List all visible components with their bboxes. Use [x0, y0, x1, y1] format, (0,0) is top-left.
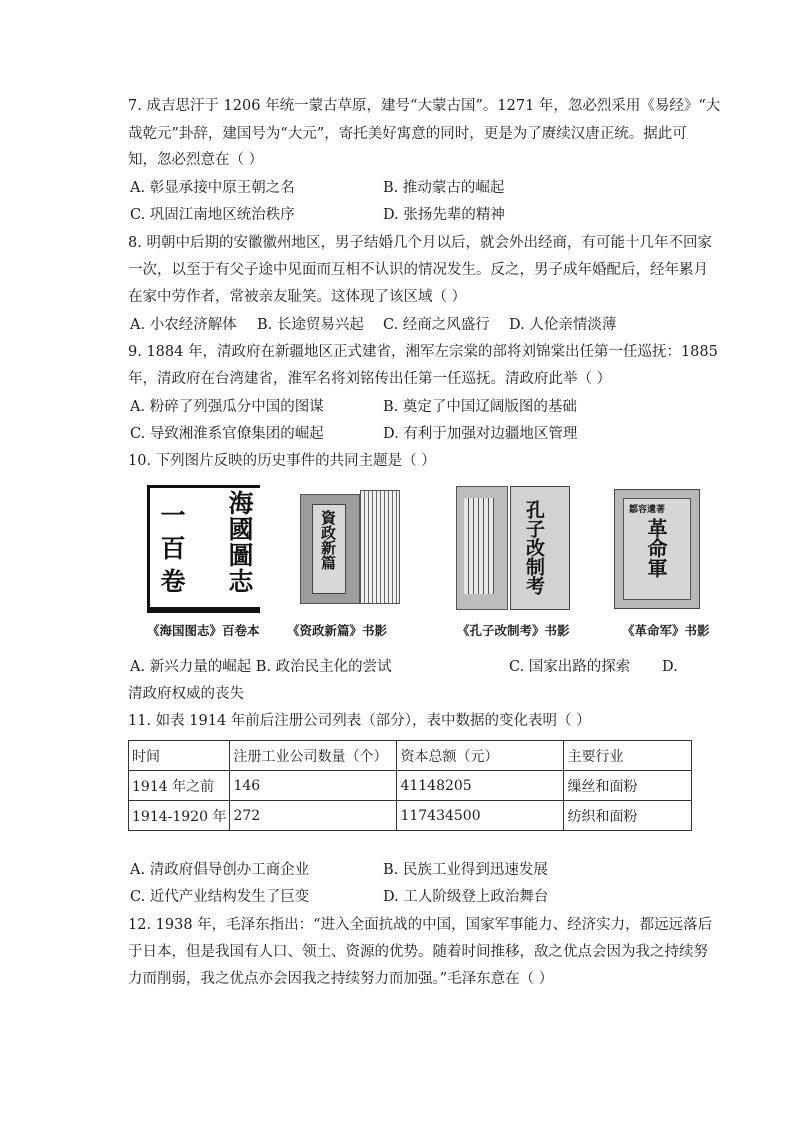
- q10-image-3-title: 孔子改制考: [523, 500, 545, 595]
- q10-caption-3: 《孔子改制考》书影: [457, 623, 570, 638]
- q10-option-d-text[interactable]: 清政府权威的丧失: [128, 686, 244, 702]
- q10-image-4-small: 鄒容遺著: [629, 505, 666, 515]
- table-cell: 纺织和面粉: [564, 801, 692, 831]
- table-cell: 146: [230, 771, 397, 801]
- q11-option-c[interactable]: C. 近代产业结构发生了巨变: [130, 889, 310, 905]
- q10-caption-4: 《革命军》书影: [622, 623, 710, 638]
- q10-image-geming-jun: [614, 489, 700, 609]
- table-header-cell: 时间: [129, 741, 230, 771]
- q8-stem-line-3: 在家中劳作者，常被亲友耻笑。这体现了该区域（ ）: [128, 289, 467, 305]
- table-header-cell: 注册工业公司数量（个）: [230, 741, 397, 771]
- table-header-cell: 资本总额（元）: [397, 741, 564, 771]
- q10-option-c[interactable]: C. 国家出路的探索: [509, 659, 631, 675]
- table-row: [129, 771, 692, 801]
- q11-table: [128, 740, 692, 831]
- q12-stem-line-3: 力而削弱，我之优点亦会因我之持续努力而加强。”毛泽东意在（ ）: [128, 971, 554, 987]
- q10-options-a-b[interactable]: A. 新兴力量的崛起 B. 政治民主化的尝试: [130, 659, 392, 675]
- q10-image-1-title-right: 海國圖志: [225, 490, 254, 594]
- q7-option-c[interactable]: C. 巩固江南地区统治秩序: [130, 207, 295, 223]
- q11-option-b[interactable]: B. 民族工业得到迅速发展: [383, 862, 548, 878]
- q8-stem-line-1: 8. 明朝中后期的安徽徽州地区，男子结婚几个月以后，就会外出经商，有可能十几年不回家: [128, 235, 712, 251]
- q10-image-zizheng-xinpian: [300, 490, 400, 605]
- q11-option-d[interactable]: D. 工人阶级登上政治舞台: [383, 889, 549, 905]
- q10-option-d-label[interactable]: D.: [662, 659, 678, 675]
- table-header-cell: 主要行业: [564, 741, 692, 771]
- q9-stem-line-1: 9. 1884 年，清政府在新疆地区正式建省，湘军左宗棠的部将刘锦棠出任第一任巡抚：1885: [128, 344, 718, 360]
- q10-image-2-title: 資政新篇: [319, 510, 337, 570]
- q11-option-a[interactable]: A. 清政府倡导创办工商企业: [130, 862, 310, 878]
- q9-option-b[interactable]: B. 奠定了中国辽阔版图的基础: [383, 399, 577, 415]
- table-cell: 41148205: [397, 771, 564, 801]
- q11-stem: 11. 如表 1914 年前后注册公司列表（部分），表中数据的变化表明（ ）: [128, 713, 591, 729]
- q12-stem-line-2: 于日本，但是我国有人口、领土、资源的优势。随着时间推移，敌之优点会因为我之持续努: [128, 944, 708, 960]
- table-row: [129, 801, 692, 831]
- q7-option-b[interactable]: B. 推动蒙古的崛起: [383, 180, 505, 196]
- q8-stem-line-2: 一次，以至于有父子途中见面而互相不认识的情况发生。反之，男子成年婚配后，经年累月: [128, 262, 708, 278]
- table-cell: 272: [230, 801, 397, 831]
- q9-option-d[interactable]: D. 有利于加强对边疆地区管理: [383, 426, 578, 442]
- q10-image-1-title-left: 一百卷: [157, 502, 186, 601]
- q7-option-d[interactable]: D. 张扬先辈的精神: [383, 207, 505, 223]
- table-cell: 1914-1920 年: [129, 801, 230, 831]
- q12-stem-line-1: 12. 1938 年，毛泽东指出：“进入全面抗战的中国，国家军事能力、经济实力，都远远落后: [128, 917, 713, 933]
- q7-stem-line-2: 哉乾元”卦辞，建国号为“大元”，寄托美好寓意的同时，更是为了赓续汉唐正统。据此可: [128, 126, 687, 142]
- q8-option-d[interactable]: D. 人伦亲情淡薄: [509, 317, 617, 333]
- q9-option-c[interactable]: C. 导致湘淮系官僚集团的崛起: [130, 426, 324, 442]
- q7-stem-line-1: 7. 成吉思汗于 1206 年统一蒙古草原，建号“大蒙古国”。1271 年，忽必烈采用《易经》“大: [128, 98, 721, 114]
- q10-image-4-title: 革命軍: [644, 518, 668, 578]
- q9-stem-line-2: 年，清政府在台湾建省，淮军名将刘铭传出任第一任巡抚。清政府此举（ ）: [128, 371, 612, 387]
- q8-option-a[interactable]: A. 小农经济解体: [130, 317, 237, 333]
- q10-image-kongzi-gaizhi-kao: [456, 486, 572, 608]
- table-cell: 117434500: [397, 801, 564, 831]
- q7-option-a[interactable]: A. 彰显承接中原王朝之名: [130, 180, 295, 196]
- q10-stem: 10. 下列图片反映的历史事件的共同主题是（ ）: [128, 453, 436, 469]
- q8-option-c[interactable]: C. 经商之风盛行: [383, 317, 490, 333]
- q9-option-a[interactable]: A. 粉碎了列强瓜分中国的图谋: [130, 399, 324, 415]
- q10-caption-1: 《海国图志》百卷本: [147, 623, 260, 638]
- table-header-row: [129, 741, 692, 771]
- q10-caption-2: 《资政新篇》书影: [287, 623, 388, 638]
- table-cell: 缫丝和面粉: [564, 771, 692, 801]
- q8-option-b[interactable]: B. 长途贸易兴起: [257, 317, 364, 333]
- q7-stem-line-3: 知，忽必烈意在（ ）: [128, 152, 264, 168]
- table-cell: 1914 年之前: [129, 771, 230, 801]
- q10-image-haiguo-tuzhi: [147, 485, 260, 613]
